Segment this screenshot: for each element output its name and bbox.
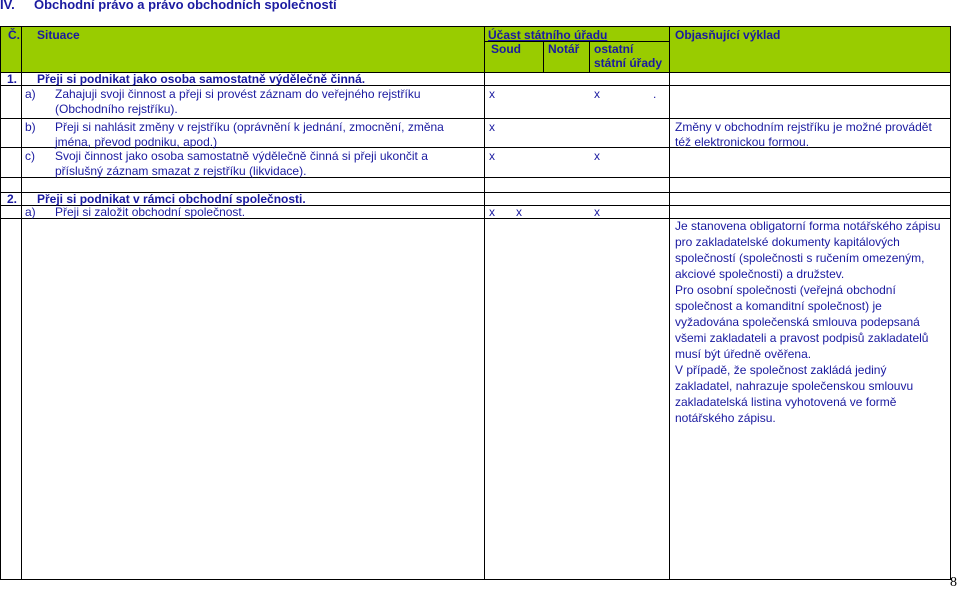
situation-text: Přeji si nahlásit změny v rejstříku (oprávnění k jednání, zmocnění, změna [55,120,444,134]
group-number: 1. [7,72,18,86]
header-background [0,26,951,73]
explanation-text: pro zakladatelské dokumenty kapitálových [675,235,900,249]
section-number: IV. [0,0,15,12]
other-mark: x [594,205,600,219]
header-col-explanation: Objasňující výklad [675,28,781,42]
group-title: Přeji si podnikat v rámci obchodní společnosti. [37,192,306,206]
header-col-notary: Notář [548,42,580,56]
explanation-text: V případě, že společnost zakládá jediný [675,363,887,377]
situation-text: jména, převod podniku, apod.) [55,135,218,149]
explanation-text: vyžadována společenská smlouva podepsaná [675,315,920,329]
explanation-text: notářského zápisu. [675,411,776,425]
explanation-text: zakladatelská listina vyhotovená ve formě [675,395,897,409]
row-letter: b) [25,120,36,134]
explanation-text: všemi zakladateli a pravost podpisů zakladatelů [675,331,929,345]
court-mark: x [489,120,495,134]
explanation-text: společností (společnosti s ručením omezeným, [675,251,925,265]
page-number: 8 [950,575,957,590]
row-letter: c) [25,149,35,163]
court-mark: x [489,87,495,101]
row-letter: a) [25,205,36,219]
other-mark: . [653,87,657,101]
explanation-text: Je stanovena obligatorní forma notářského zápisu [675,219,941,233]
notary-mark: x [594,149,600,163]
court-mark: x [489,205,495,219]
explanation-text: Pro osobní společnosti (veřejná obchodní [675,283,896,297]
explanation-text: Změny v obchodním rejstříku je možné provádět [675,120,932,134]
explanation-text: zakladatel, nahrazuje společenskou smlouvu [675,379,914,393]
row-letter: a) [25,87,36,101]
header-col-other-1: ostatní [594,42,634,56]
explanation-text: též elektronickou formou. [675,135,810,149]
situation-text: (Obchodního rejstříku). [55,102,178,116]
explanation-text: akciové společnosti) a družstev. [675,267,845,281]
header-col-number: Č. [8,28,20,42]
header-col-court: Soud [491,42,521,56]
situation-text: Svoji činnost jako osoba samostatně výdělečně činná si přeji ukončit a [55,149,428,163]
explanation-text: společnost a komanditní společnost) je [675,299,882,313]
notary-mark: x [594,87,600,101]
notary-mark: x [516,205,522,219]
group-title: Přeji si podnikat jako osoba samostatně výdělečně činná. [37,72,366,86]
court-mark: x [489,149,495,163]
situation-text: příslušný záznam smazat z rejstříku (likvidace). [55,164,307,178]
header-col-situation: Situace [37,28,80,42]
header-col-other-2: státní úřady [594,56,663,70]
section-title: Obchodní právo a právo obchodních společností [34,0,337,12]
group-number: 2. [7,192,18,206]
situation-text: Zahajuji svoji činnost a přeji si provést záznam do veřejného rejstříku [55,87,421,101]
header-col-participation: Účast státního úřadu [488,28,608,42]
situation-text: Přeji si založit obchodní společnost. [55,205,246,219]
explanation-text: musí být úředně ověřena. [675,347,812,361]
